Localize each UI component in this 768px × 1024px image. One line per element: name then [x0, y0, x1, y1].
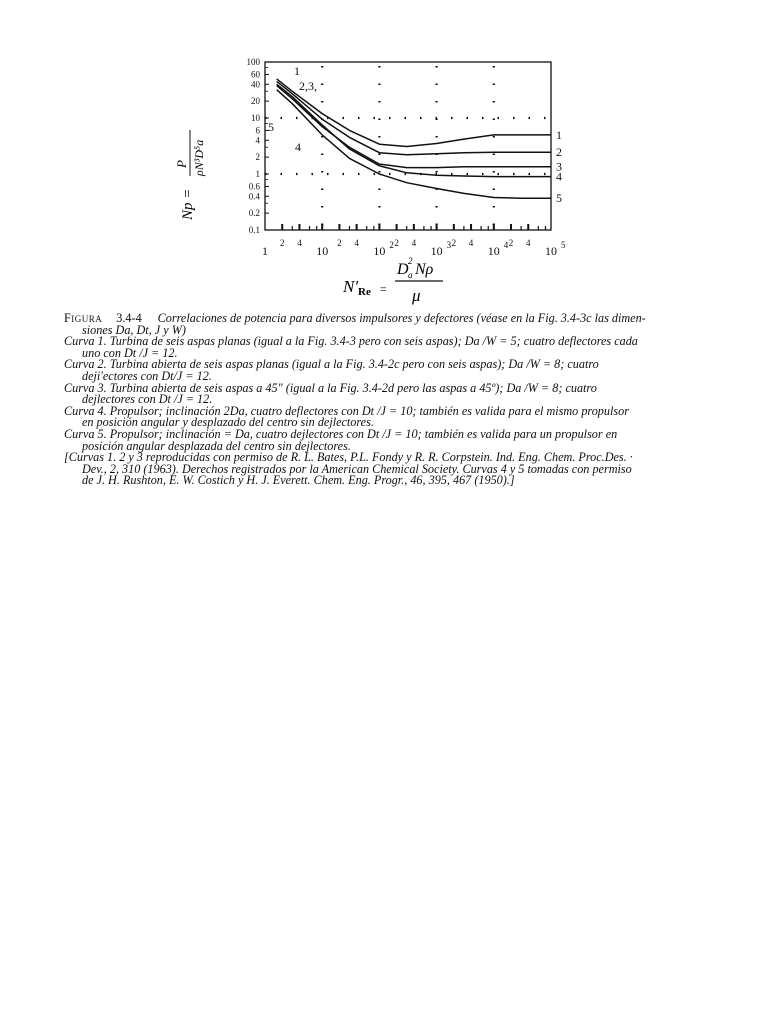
x-tick-exponent: 3	[446, 240, 452, 250]
caption-line-12: [Curvas 1. 2 y 3 reproducidas con permiso de R. L. Bates, P.L. Fondy y R. R. Corpstein. Ind. Eng. Chem. Proc.Des. ·	[64, 450, 633, 465]
y-tick-label: 6	[255, 125, 260, 136]
y-label-numerator: P	[174, 160, 189, 168]
curve-label-5: 5	[556, 191, 562, 206]
y-tick-label: 100	[246, 57, 260, 67]
power-correlation-chart	[0, 0, 768, 310]
curve-5	[277, 90, 551, 199]
x-tick-label: 10	[430, 244, 443, 258]
figure-caption	[64, 313, 724, 487]
x-tick-label: 2	[279, 238, 285, 248]
x-tick-label: 4	[411, 238, 417, 248]
x-tick-label: 2	[337, 238, 342, 248]
x-label-eq: =	[380, 282, 387, 296]
caption-line-10: Curva 5. Propulsor; inclinación = Da, cuatro dejlectores con Dt /J = 10; también es valida para un propulsor en	[64, 426, 618, 441]
svg-text:a: a	[408, 270, 413, 280]
y-tick-label: 1	[255, 169, 260, 179]
curve-label-2: 2	[556, 145, 562, 160]
figure-number: 3.4-4	[116, 311, 142, 325]
x-axis-label	[342, 256, 443, 305]
y-tick-label: 20	[251, 96, 260, 107]
caption-line-11: posición angular desplazada del centro sin dejlectores.	[82, 438, 351, 453]
x-label-n: N'	[343, 277, 358, 296]
x-tick-label: 4	[468, 238, 474, 248]
y-label-np: Np =	[180, 188, 196, 220]
x-tick-label: 1	[262, 244, 268, 258]
x-tick-label: 2	[508, 238, 514, 248]
curves	[277, 79, 551, 198]
x-tick-label: 2	[394, 238, 399, 248]
x-tick-exponent: 5	[561, 240, 566, 250]
x-tick-label: 4	[354, 238, 359, 248]
svg-text:2: 2	[408, 256, 413, 266]
y-tick-label: 0.6	[248, 181, 260, 192]
x-tick-label: 10	[545, 244, 557, 258]
caption-line-7: dejlectores con Dt /J = 12.	[82, 392, 213, 407]
x-tick-exponent: 2	[389, 240, 394, 250]
x-tick-label: 4	[525, 238, 531, 248]
caption-line-0: Figura 3.4-4 Correlaciones de potencia para diversos impulsores y defectores (véase en la Fig. 3.4-3c las dimen-	[64, 311, 646, 325]
y-tick-label: 40	[251, 79, 260, 90]
in-plot-label-4: 4	[295, 140, 301, 154]
y-tick-label: 10	[251, 113, 260, 123]
caption-line-3: uno con Dt /J = 12.	[82, 345, 178, 360]
x-tick-label: 10	[316, 244, 329, 258]
curve-2	[277, 81, 551, 154]
y-tick-label: 4	[255, 135, 260, 146]
y-tick-label: 60	[251, 69, 260, 80]
caption-line-2: Curva 1. Turbina de seis aspas planas (igual a la Fig. 3.4-3 pero con seis aspas); Da /W = 5; cuatro deflectores cada	[64, 334, 638, 349]
curve-label-1: 1	[556, 127, 562, 142]
x-tick-exponent: 4	[503, 240, 509, 250]
x-tick-label: 10	[487, 244, 500, 258]
y-tick-label: 2	[255, 152, 260, 163]
curve-label-4: 4	[556, 169, 562, 184]
svg-text:Nρ: Nρ	[415, 261, 434, 278]
caption-line-4: Curva 2. Turbina abierta de seis aspas planas (igual a la Fig. 3.4-2c pero con seis aspas); Da /W = 8; cuatro	[64, 357, 599, 372]
caption-line-1: siones Da, Dt, J y W)	[82, 322, 186, 337]
curve-1	[277, 79, 551, 147]
y-tick-label: 0.1	[248, 225, 260, 235]
y-label-denominator: ρN³D⁵a	[192, 139, 206, 176]
y-tick-label: 0.4	[248, 191, 260, 202]
caption-line-9: en posición angular y desplazado del centro sin dejlectores.	[82, 415, 374, 430]
x-tick-label: 10	[373, 244, 386, 258]
x-axis-ticks	[262, 224, 566, 258]
x-tick-label: 4	[297, 238, 302, 248]
curve-label-3: 3	[556, 159, 562, 174]
top-label-23: 2,3,	[299, 79, 317, 93]
x-tick-label: 2	[451, 238, 457, 248]
top-label-1: 1	[294, 64, 300, 78]
x-label-numerator: D	[397, 261, 409, 278]
x-label-re: Re	[358, 286, 371, 298]
caption-line-14: de J. H. Rushton, E. W. Costich y H. J. Everett. Chem. Eng. Progr., 46, 395, 467 (1950).]	[82, 473, 515, 488]
y-axis-label	[174, 130, 206, 221]
x-label-denominator: μ	[412, 286, 421, 305]
in-plot-label-5: 5	[268, 120, 274, 134]
caption-line-6: Curva 3. Turbina abierta de seis aspas a 45" (igual a la Fig. 3.4-2d pero las aspas a 45º); Da /W = 8; cuatro	[64, 380, 597, 395]
caption-line-13: Dev., 2, 310 (1963). Derechos registrados por la American Chemical Society. Curvas 4 y 5 tomadas con permiso	[82, 461, 632, 476]
caption-line-5: deji'ectores con Dt/J = 12.	[82, 368, 212, 383]
y-tick-label: 0.2	[248, 208, 260, 219]
caption-line-8: Curva 4. Propulsor; inclinación 2Da, cuatro deflectores con Dt /J = 10; también es valida para el mismo propulsor	[64, 403, 629, 418]
figure-label: Figura	[64, 311, 103, 325]
